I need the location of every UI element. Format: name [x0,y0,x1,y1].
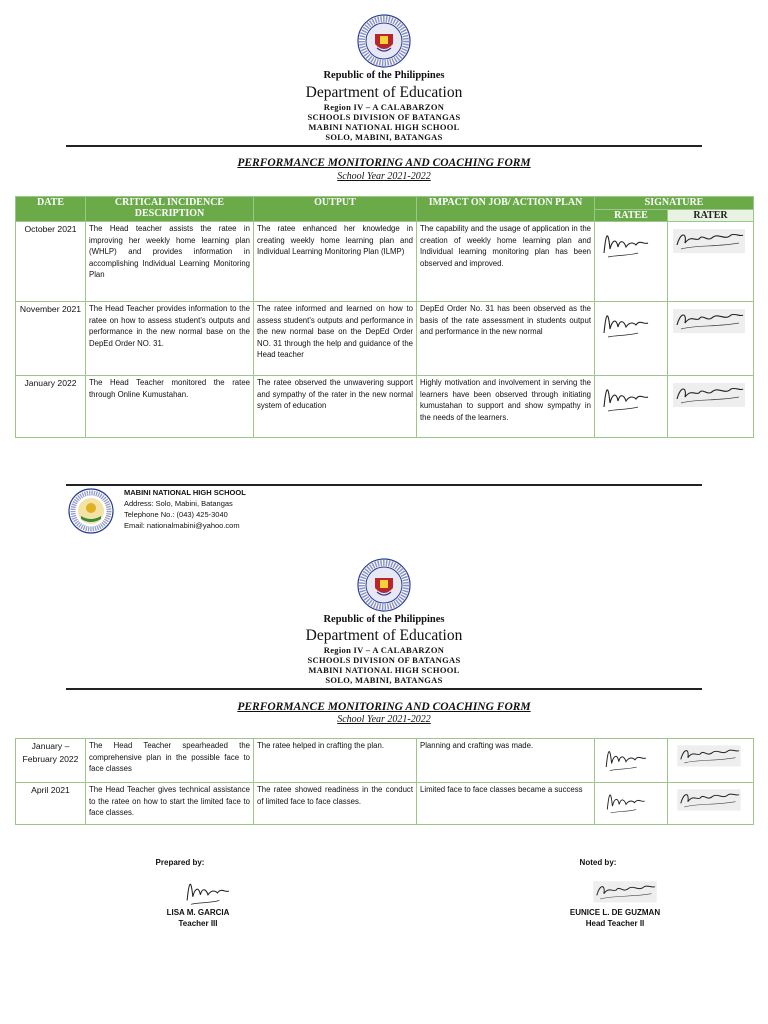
col-output-header: OUTPUT [254,197,417,222]
rater-signature-icon [671,784,747,814]
ratee-signature-cell [595,302,668,376]
row-critical: The Head teacher assists the ratee in improving her weekly home learning plan (WHLP) and provides information in accomplishing Individual Learning Monitoring Plan [86,222,254,302]
row-output: The ratee helped in crafting the plan. [254,739,417,783]
row-date: April 2021 [16,783,86,825]
prepared-by-label: Prepared by: [155,858,205,867]
row-output: The ratee observed the unwavering support and sympathy of the rater in the new normal system of education [254,376,417,438]
deped-seal-icon [357,14,411,68]
department-title: Department of Education [305,84,463,101]
monitoring-table-page2 [15,738,754,825]
table-row [16,222,754,302]
division-text: SCHOOLS DIVISION OF BATANGAS [307,112,461,122]
table-row [16,783,754,825]
rater-signature-cell [668,222,754,302]
row-output: The ratee showed readiness in the conduct of limited face to face classes. [254,783,417,825]
row-date: October 2021 [16,222,86,302]
school-name-text: MABINI NATIONAL HIGH SCHOOL [308,665,460,675]
row-output: The ratee informed and learned on how to assess student’s outputs and performance in the new normal base on the DepEd Order NO. 31 through the help and guidance of the Head teacher [254,302,417,376]
row-date: November 2021 [16,302,86,376]
prepared-signature-icon [178,872,238,910]
ratee-signature-cell [595,376,668,438]
row-critical: The Head Teacher provides information to the ratee on how to assess student’s outputs and performance in the new normal base on the DepEd Order NO. 31. [86,302,254,376]
prepared-title: Teacher III [178,919,218,928]
ratee-signature-icon [598,223,654,263]
table-row [16,302,754,376]
row-critical: The Head Teacher spearheaded the comprehensive plan in the possible face to face classes [86,739,254,783]
republic-text: Republic of the Philippines [323,70,445,81]
rater-signature-icon [671,377,747,411]
table-row [16,739,754,783]
school-logo-icon [68,488,114,534]
col-signature-header: SIGNATURE [595,197,754,210]
ratee-signature-cell [595,783,668,825]
rater-signature-icon [671,223,747,257]
prepared-name: LISA M. GARCIA [166,908,230,917]
row-date: January – February 2022 [16,739,86,783]
noted-by-label: Noted by: [579,858,617,867]
form-title: PERFORMANCE MONITORING AND COACHING FORM [237,157,531,169]
noted-title: Head Teacher II [585,919,645,928]
division-text: SCHOOLS DIVISION OF BATANGAS [307,655,461,665]
noted-signature-icon [584,876,666,906]
deped-seal-icon [357,558,411,612]
row-output: The ratee enhanced her knowledge in creating weekly home learning plan and Individual Learning Monitoring Plan (ILMP) [254,222,417,302]
ratee-signature-icon [598,784,654,818]
row-impact: Highly motivation and involvement in serving the learners have been observed through initiating kumustahan to support and show sympathy in the needs of the learners. [417,376,595,438]
row-critical: The Head Teacher monitored the ratee through Online Kumustahan. [86,376,254,438]
ratee-signature-cell [595,222,668,302]
row-impact: Limited face to face classes became a success [417,783,595,825]
row-critical: The Head Teacher gives technical assistance to the ratee on how to start the limited face to face classes. [86,783,254,825]
school-name-text: MABINI NATIONAL HIGH SCHOOL [308,122,460,132]
school-info-block [124,487,246,531]
footer-phone: Telephone No.: (043) 425-3040 [124,510,228,519]
ratee-signature-icon [598,740,654,776]
col-rater-header: RATER [668,210,754,222]
footer-email: Email: nationalmabini@yahoo.com [124,521,240,530]
rater-signature-cell [668,783,754,825]
row-impact: Planning and crafting was made. [417,739,595,783]
footer-address: Address: Solo, Mabini, Batangas [124,499,233,508]
header-rule [66,688,702,690]
ratee-signature-icon [598,377,654,417]
rater-signature-cell [668,302,754,376]
footer-school-name: MABINI NATIONAL HIGH SCHOOL [124,488,246,497]
ratee-signature-cell [595,739,668,783]
school-address-text: SOLO, MABINI, BATANGAS [325,132,443,142]
rater-signature-icon [671,740,747,770]
table-row [16,376,754,438]
rater-signature-icon [671,303,747,337]
row-impact: The capability and the usage of application in the creation of weekly home learning plan and Individual learning monitoring plan has been observed and improved. [417,222,595,302]
monitoring-table-page1 [15,196,754,438]
row-impact: DepEd Order No. 31 has been observed as the basis of the rate assessment in students output and performance in the new normal [417,302,595,376]
col-impact-header: IMPACT ON JOB/ ACTION PLAN [417,197,595,222]
form-title: PERFORMANCE MONITORING AND COACHING FORM [237,701,531,713]
row-date: January 2022 [16,376,86,438]
school-year: School Year 2021-2022 [337,714,431,725]
rater-signature-cell [668,376,754,438]
col-ratee-header: RATEE [595,210,668,222]
department-title: Department of Education [305,627,463,644]
region-text: Region IV – A CALABARZON [323,102,445,112]
noted-name: EUNICE L. DE GUZMAN [569,908,661,917]
col-critical-header: CRITICAL INCIDENCE DESCRIPTION [86,197,254,222]
region-text: Region IV – A CALABARZON [323,645,445,655]
footer-rule [66,484,702,486]
col-date-header: DATE [16,197,86,222]
republic-text: Republic of the Philippines [323,614,445,625]
school-address-text: SOLO, MABINI, BATANGAS [325,675,443,685]
rater-signature-cell [668,739,754,783]
school-year: School Year 2021-2022 [337,171,431,182]
ratee-signature-icon [598,303,654,343]
header-rule [66,145,702,147]
